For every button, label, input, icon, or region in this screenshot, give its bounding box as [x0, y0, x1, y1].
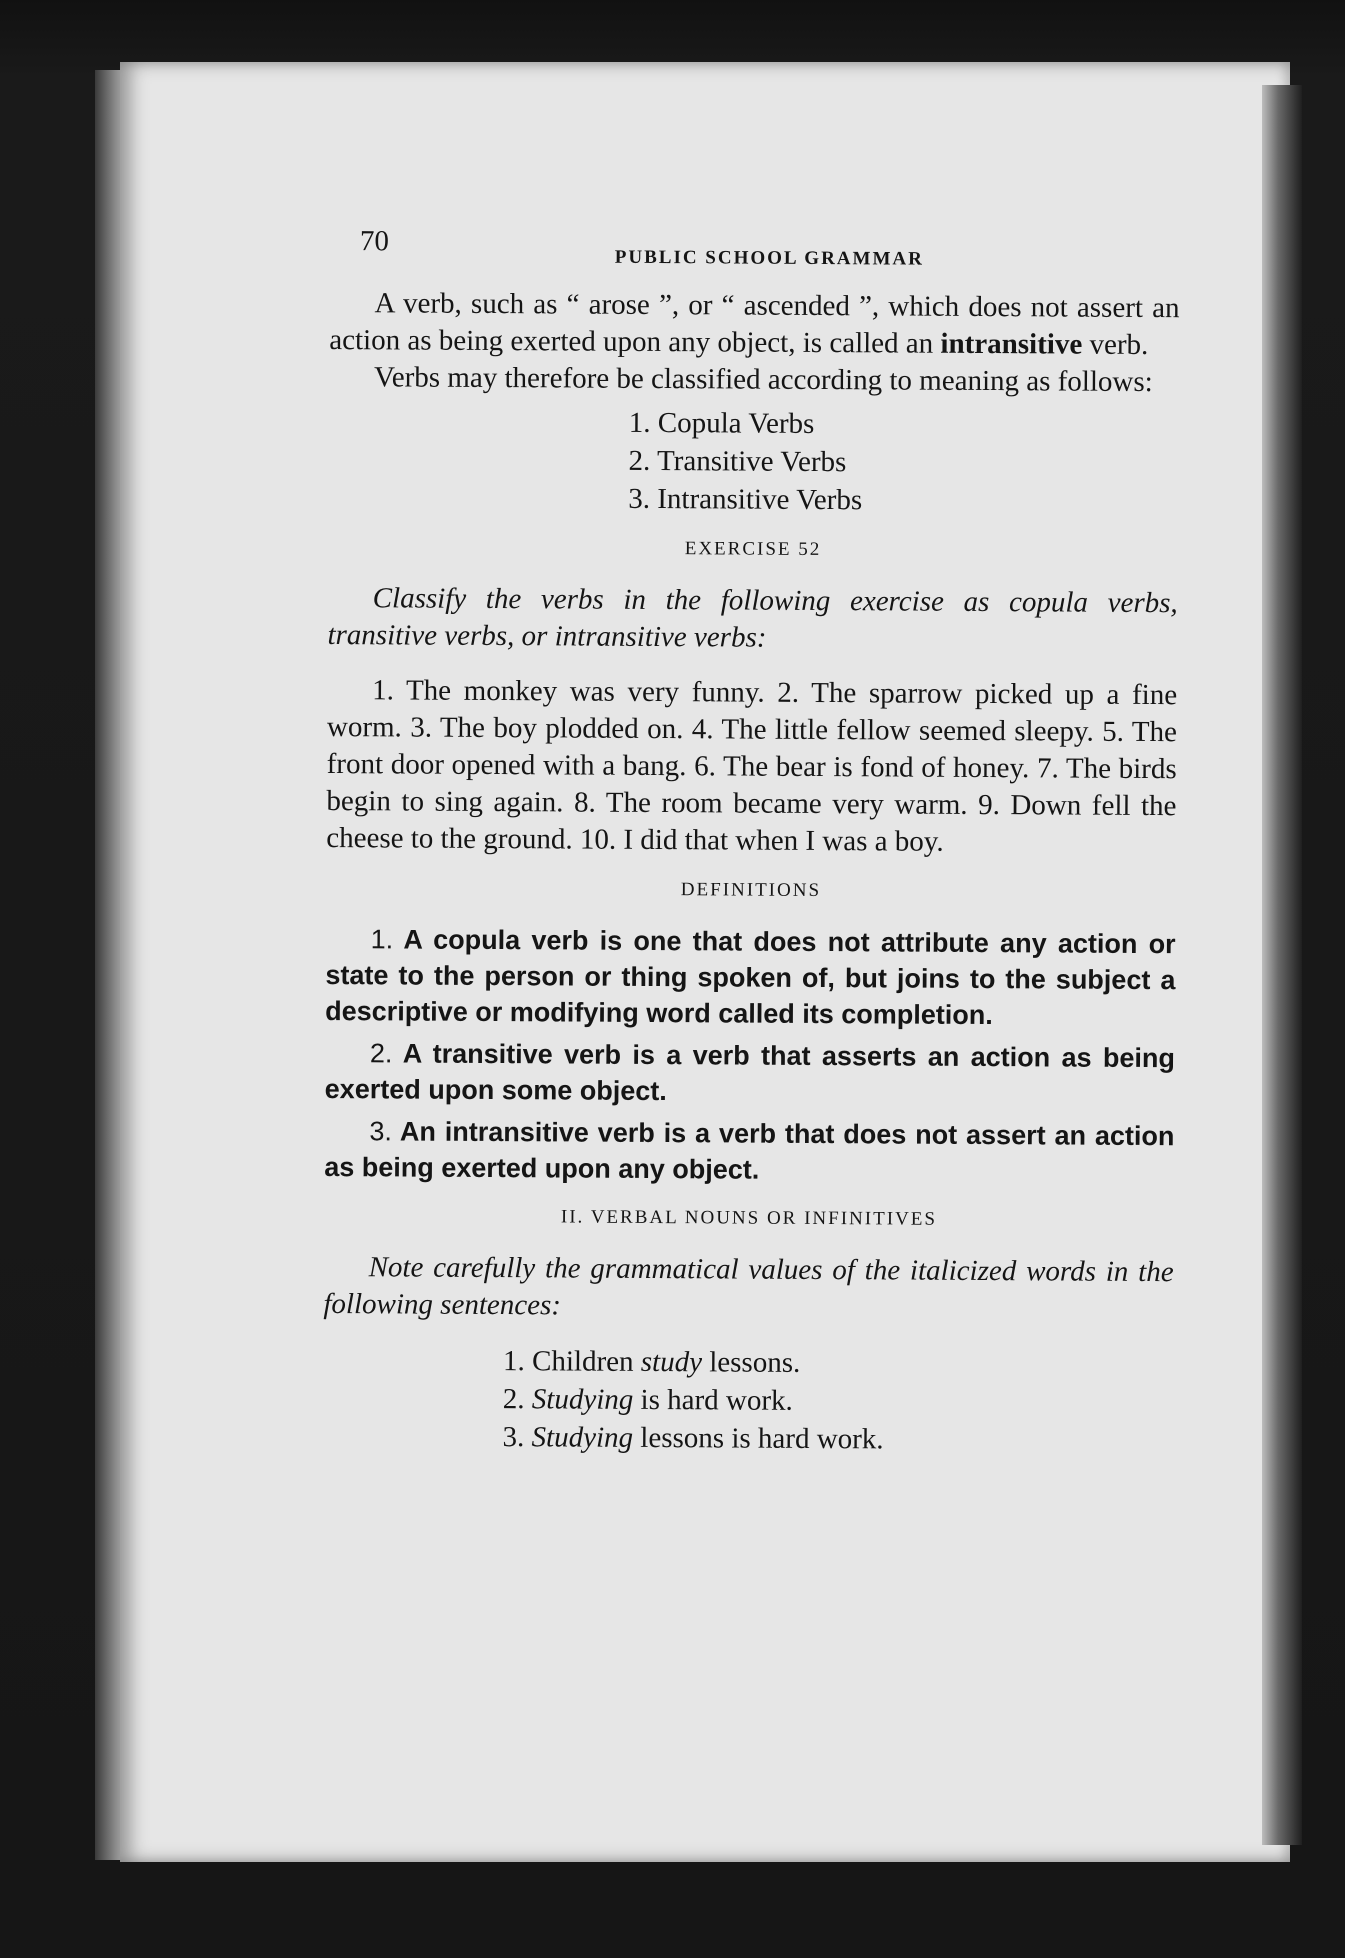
- list-item: 2. Transitive Verbs: [628, 444, 847, 479]
- section-instruction: Note carefully the grammatical values of the italicized words in the following sentences:: [323, 1251, 1174, 1322]
- exercise-instruction: Classify the verbs in the following exercise as copula verbs, transitive verbs, or intransitive verbs:: [327, 582, 1178, 654]
- examples-list: [322, 1341, 1173, 1460]
- classification-lead: Verbs may therefore be classified according to meaning as follows:: [373, 361, 1153, 399]
- verb-types-list: [328, 402, 1179, 521]
- definitions-heading: DEFINITIONS: [680, 879, 822, 902]
- definition-intransitive: 3. An intransitive verb is a verb that does not assert an action as being exerted upon any object.: [324, 1116, 1175, 1185]
- definition-transitive: 2. A transitive verb is a verb that asserts an action as being exerted upon some object.: [324, 1038, 1176, 1107]
- intransitive-term: intransitive: [940, 327, 1083, 361]
- section-heading: II. VERBAL NOUNS OR INFINITIVES: [560, 1206, 938, 1230]
- definition-copula: 1. A copula verb is one that does not attribute any action or state to the person or thing spoken of, but joins to the subject a descriptive or modifying word called its completion.: [325, 924, 1176, 1031]
- list-item: 1. Children study lessons.: [502, 1345, 801, 1379]
- exercise-heading: EXERCISE 52: [684, 538, 822, 561]
- page-number: 70: [359, 225, 389, 258]
- page-text: [322, 225, 1179, 1460]
- page-edge-shadow: [1262, 85, 1302, 1845]
- running-title: PUBLIC SCHOOL GRAMMAR: [614, 246, 924, 270]
- list-item: 2. Studying is hard work.: [502, 1383, 793, 1417]
- list-item: 1. Copula Verbs: [628, 406, 815, 440]
- list-item: 3. Studying lessons is hard work.: [502, 1421, 884, 1456]
- exercise-sentences: 1. The monkey was very funny. 2. The sparrow picked up a fine worm. 3. The boy plodded on. 4. The little fellow seemed sleepy. 5. The front door opened with a bang. 6. The bear is fond of honey. 7. The birds begin to sing again. 8. The room became very warm. 9. Down fell the cheese to the ground. 10. I did that when I was a boy.: [326, 674, 1178, 858]
- intro-paragraph: A verb, such as “ arose ”, or “ ascended ”, which does not assert an action as being exerted upon any object, is called an intransitive verb.: [329, 287, 1180, 362]
- running-head: [330, 225, 1180, 280]
- list-item: 3. Intransitive Verbs: [628, 482, 863, 517]
